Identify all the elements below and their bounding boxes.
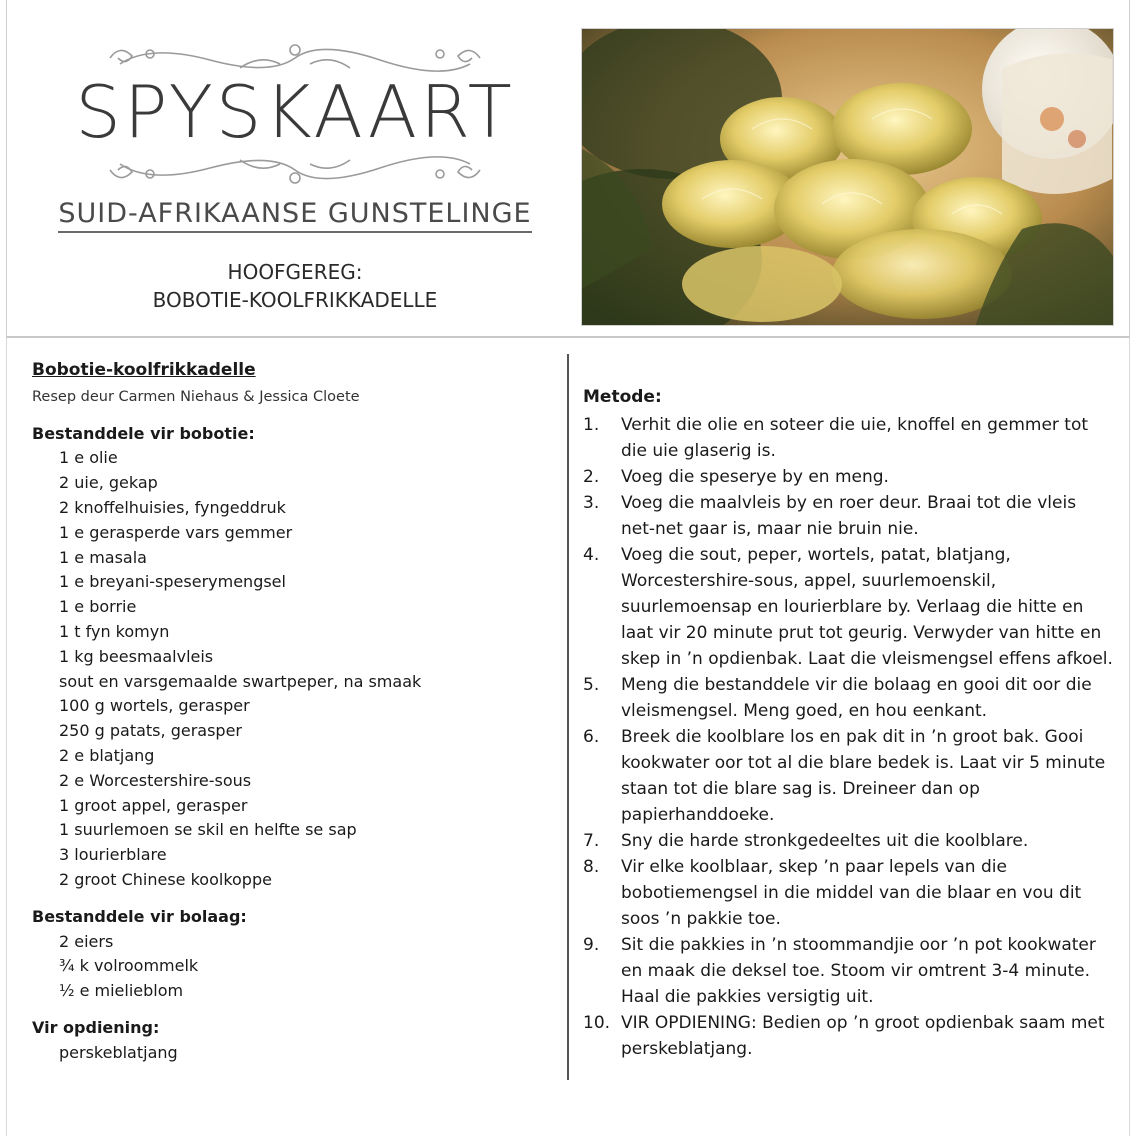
subtitle-text: SUID-AFRIKAANSE GUNSTELINGE: [58, 198, 531, 233]
method-step: [583, 1010, 1113, 1062]
step-number: 1.: [583, 415, 600, 435]
step-text: VIR OPDIENING: Bedien op ’n groot opdienbak saam met perskeblatjang.: [621, 1013, 1105, 1059]
step-number: 8.: [583, 857, 600, 877]
list-item: 1 e masala: [59, 547, 147, 567]
list-item: 1 t fyn komyn: [59, 621, 170, 641]
list-item: 2 e blatjang: [59, 745, 155, 765]
step-number: 4.: [583, 545, 600, 565]
list-item: 1 groot appel, gerasper: [59, 795, 248, 815]
step-number: 10.: [583, 1013, 611, 1033]
bobotie-ingredients-list: [32, 446, 552, 892]
list-item: 1 suurlemoen se skil en helfte se sap: [59, 820, 357, 840]
step-text: Voeg die speserye by en meng.: [621, 467, 889, 487]
method-step: [583, 854, 1113, 932]
recipe-title: Bobotie-koolfrikkadelle: [32, 360, 256, 380]
subtitle: [30, 198, 560, 229]
course-dish-name: BOBOTIE-KOOLFRIKKADELLE: [152, 288, 438, 312]
step-text: Voeg die sout, peper, wortels, patat, blatjang, Worcestershire-sous, appel, suurlemoenskil, suurlemoensap en lourierblare by. Verlaag die hitte en laat vir 20 minute prut tot geurig. Verwyder van hitte en skep in ’n opdienbak. Laat die vleismengsel effens afkoel.: [621, 545, 1113, 669]
list-item: 3 lourierblare: [59, 845, 167, 865]
step-number: 2.: [583, 467, 600, 487]
step-text: Vir elke koolblaar, skep ’n paar lepels van die bobotiemengsel in die middel van die blaar en vou dit soos ’n pakkie toe.: [621, 857, 1082, 929]
method-step: [583, 464, 1113, 490]
list-item: 1 e gerasperde vars gemmer: [59, 522, 293, 542]
method-step: [583, 828, 1113, 854]
recipe-credit: Resep deur Carmen Niehaus & Jessica Cloete: [32, 388, 360, 405]
header-title-block: [30, 30, 560, 330]
method-step: [583, 490, 1113, 542]
list-item: 1 kg beesmaalvleis: [59, 646, 214, 666]
list-item: 2 eiers: [59, 931, 114, 951]
step-text: Verhit die olie en soteer die uie, knoffel en gemmer tot die uie glaserig is.: [621, 415, 1089, 461]
course-title: [30, 258, 560, 314]
dish-photo: [581, 28, 1114, 326]
method-steps: [583, 412, 1113, 1062]
list-item: 2 e Worcestershire-sous: [59, 770, 252, 790]
step-number: 6.: [583, 727, 600, 747]
cabbage-rolls-illustration: [582, 29, 1114, 326]
list-item: 100 g wortels, gerasper: [59, 696, 250, 716]
column-divider: [567, 354, 569, 1080]
course-label: HOOFGEREG:: [227, 260, 363, 284]
method-step: [583, 542, 1113, 672]
ingredients-column: [32, 358, 552, 1078]
bolaag-ingredients-list: [32, 930, 552, 1004]
list-item: 250 g patats, gerasper: [59, 721, 242, 741]
list-item: ½ e mielieblom: [59, 981, 184, 1001]
list-item: 1 e olie: [59, 448, 118, 468]
step-text: Sit die pakkies in ’n stoommandjie oor ’n pot kookwater en maak die deksel toe. Stoom vir omtrent 3-4 minute. Haal die pakkies versigtig uit.: [621, 935, 1096, 1007]
bobotie-ingredients-heading: Bestanddele vir bobotie:: [32, 423, 255, 443]
step-number: 7.: [583, 831, 600, 851]
bolaag-ingredients-heading: Bestanddele vir bolaag:: [32, 906, 247, 926]
method-column: [583, 384, 1113, 1062]
list-item: sout en varsgemaalde swartpeper, na smaak: [59, 671, 422, 691]
method-step: [583, 932, 1113, 1010]
list-item: 1 e borrie: [59, 597, 137, 617]
flourish-ornament-bottom: [90, 150, 500, 190]
method-step: [583, 672, 1113, 724]
serving-heading: Vir opdiening:: [32, 1017, 160, 1037]
method-step: [583, 724, 1113, 828]
list-item: 2 knoffelhuisies, fyngeddruk: [59, 497, 286, 517]
step-text: Meng die bestanddele vir die bolaag en gooi dit oor die vleismengsel. Meng goed, en hou eenkant.: [621, 675, 1092, 721]
brand-wordmark: SPYSKAART: [75, 70, 515, 154]
page-border-right: [1129, 338, 1130, 1136]
page-border-left: [6, 338, 7, 1136]
step-number: 5.: [583, 675, 600, 695]
method-step: [583, 412, 1113, 464]
step-number: 9.: [583, 935, 600, 955]
list-item: ¾ k volroommelk: [59, 956, 199, 976]
step-number: 3.: [583, 493, 600, 513]
serving-list: [32, 1041, 552, 1066]
step-text: Voeg die maalvleis by en roer deur. Braai tot die vleis net-net gaar is, maar nie bruin nie.: [621, 493, 1077, 539]
step-text: Breek die koolblare los en pak dit in ’n groot bak. Gooi kookwater oor tot al die blare bedek is. Laat vir 5 minute staan tot die blare sag is. Dreineer dan op papierhanddoeke.: [621, 727, 1106, 825]
method-heading: Metode:: [583, 387, 662, 407]
list-item: 2 uie, gekap: [59, 473, 158, 493]
list-item: perskeblatjang: [59, 1042, 178, 1062]
list-item: 1 e breyani-speserymengsel: [59, 572, 286, 592]
step-text: Sny die harde stronkgedeeltes uit die koolblare.: [621, 831, 1029, 851]
list-item: 2 groot Chinese koolkoppe: [59, 869, 272, 889]
